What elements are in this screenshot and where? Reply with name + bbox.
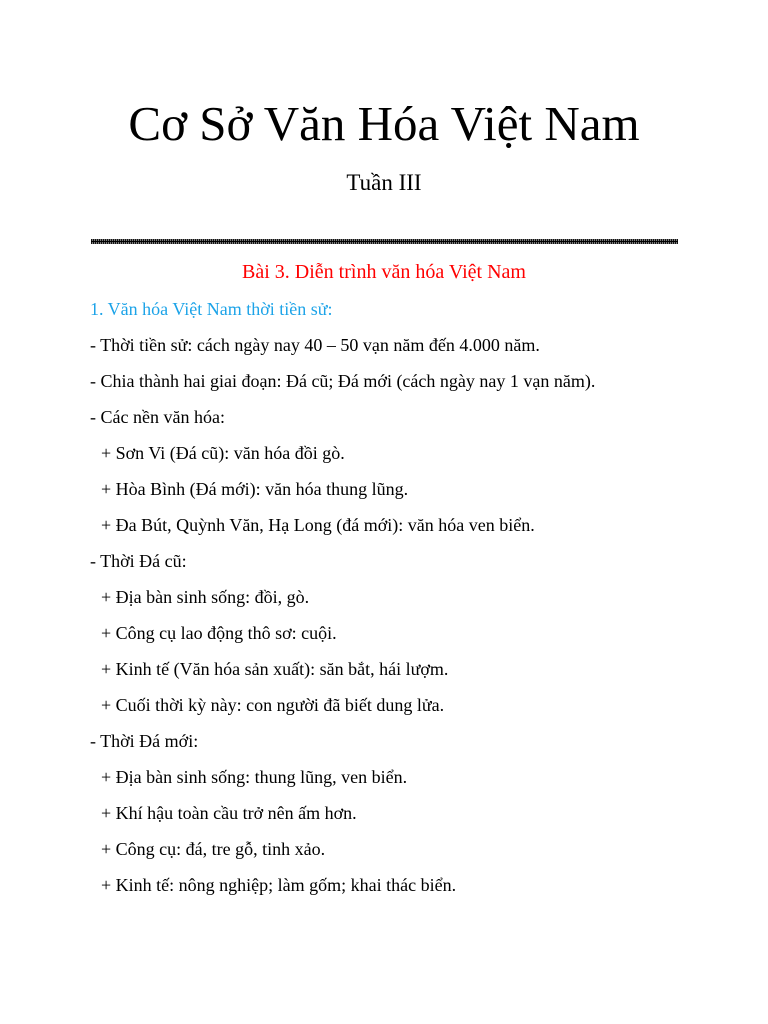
content-line: - Thời tiền sử: cách ngày nay 40 – 50 vạn năm đến 4.000 năm. [90, 335, 540, 355]
content-line: - Các nền văn hóa: [90, 407, 225, 427]
section-title: 1. Văn hóa Việt Nam thời tiền sử: [90, 299, 333, 319]
content-line: - Thời Đá cũ: [90, 551, 187, 571]
content-line-indented: + Công cụ: đá, tre gỗ, tinh xảo. [101, 839, 326, 859]
content-line-indented: + Địa bàn sinh sống: đồi, gò. [101, 587, 310, 607]
content-line-indented: + Kinh tế (Văn hóa sản xuất): săn bắt, hái lượm. [101, 659, 449, 679]
document-title: Cơ Sở Văn Hóa Việt Nam [128, 96, 640, 151]
content-line-indented: + Công cụ lao động thô sơ: cuội. [101, 623, 337, 643]
document-subtitle: Tuần III [346, 170, 422, 195]
content-line-indented: + Kinh tế: nông nghiệp; làm gốm; khai thác biển. [101, 875, 457, 895]
horizontal-rule [91, 239, 678, 244]
content-line-indented: + Khí hậu toàn cầu trở nên ấm hơn. [101, 803, 357, 823]
content-line-indented: + Cuối thời kỳ này: con người đã biết dung lửa. [101, 695, 445, 715]
content-line: - Chia thành hai giai đoạn: Đá cũ; Đá mới (cách ngày nay 1 vạn năm). [90, 371, 596, 391]
horizontal-rule-inner [91, 241, 678, 242]
content-line: - Thời Đá mới: [90, 731, 199, 751]
content-line-indented: + Hòa Bình (Đá mới): văn hóa thung lũng. [101, 479, 409, 499]
document-content [90, 292, 710, 904]
content-line-indented: + Địa bàn sinh sống: thung lũng, ven biển. [101, 767, 408, 787]
lesson-title: Bài 3. Diễn trình văn hóa Việt Nam [242, 261, 526, 283]
content-line-indented: + Đa Bút, Quỳnh Văn, Hạ Long (đá mới): văn hóa ven biển. [101, 515, 535, 535]
content-line-indented: + Sơn Vi (Đá cũ): văn hóa đồi gò. [101, 443, 345, 463]
